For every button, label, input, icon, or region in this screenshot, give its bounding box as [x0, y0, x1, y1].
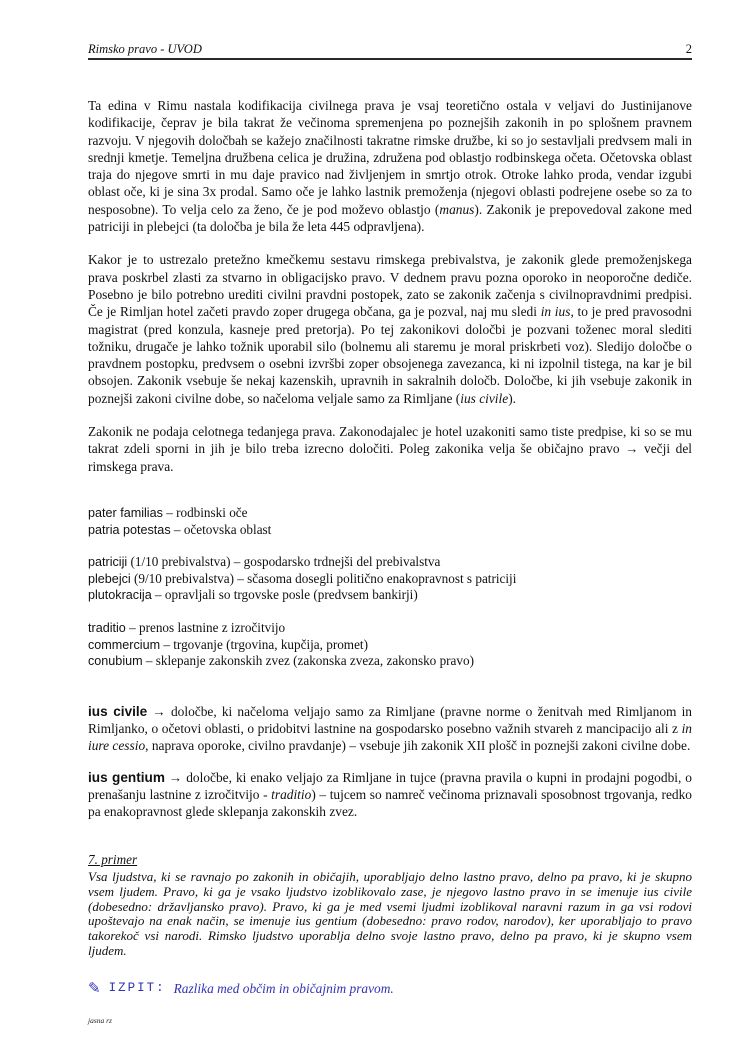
definition-item	[88, 554, 692, 571]
paragraph-text: , naprava oporoke, civilno pravdanje) – vsebuje jih zakonik XII plošč in poznejši zakoni civilne dobe.	[145, 738, 691, 754]
definition-list-family	[88, 505, 692, 538]
example-section	[88, 851, 692, 959]
definition-item	[88, 653, 692, 670]
page-number: 2	[685, 42, 692, 56]
exam-label: IZPIT:	[108, 981, 166, 996]
definition-text: (1/10 prebivalstva) – gospodarsko trdnejši del prebivalstva	[127, 554, 441, 570]
definition-text: (9/10 prebivalstva) – sčasoma dosegli politično enakopravnost s patriciji	[130, 570, 517, 586]
paragraph-procedure	[88, 251, 692, 407]
definition-term: pater familias	[88, 505, 163, 520]
definition-term: commercium	[88, 637, 161, 652]
definition-item	[88, 587, 692, 604]
page-footer	[88, 1016, 112, 1025]
latin-term-in-ius: in ius	[540, 304, 571, 320]
pencil-icon: ✎	[88, 979, 101, 998]
definition-text: – trgovanje (trgovina, kupčija, promet)	[160, 636, 368, 652]
paragraph-ius-civile	[88, 703, 692, 755]
definition-item	[88, 620, 692, 637]
definition-text: – očetovska oblast	[170, 521, 272, 537]
page-header	[88, 42, 692, 60]
definition-term: patriciji	[88, 555, 128, 570]
exam-note	[88, 980, 692, 997]
definition-text: – opravljali so trgovske posle (predvsem bankirji)	[151, 587, 418, 603]
definition-text: – prenos lastnine z izročitvijo	[125, 619, 286, 635]
latin-term-manus: manus	[439, 201, 475, 217]
definition-item	[88, 505, 692, 522]
definition-term: plebejci	[88, 571, 131, 586]
definition-term: plutokracija	[88, 588, 152, 603]
definition-item	[88, 571, 692, 588]
paragraph-text: Kakor je to ustrezalo pretežno kmečkemu sestavu rimskega prebivalstva, je zakonik glede premoženjskega prava poskrbel zlasti za stvarno in obligacijsko pravo. V dednem pravu pozna oporoko in neoporočne dediče. Posebno je bilo potrebno urediti civilni pravdni postopek, zato se zakonik začenja s civilnopravdnimi predpisi. Če je Rimljan hotel začeti pravdo zoper drugega občana, ga je pozval, naj mu sledi	[88, 252, 692, 320]
header-title: Rimsko pravo - UVOD	[88, 42, 202, 56]
document-content	[88, 97, 692, 998]
definition-item	[88, 522, 692, 539]
definition-text: – rodbinski oče	[162, 504, 248, 520]
definition-item	[88, 637, 692, 654]
latin-term-ius-civile: ius civile	[460, 390, 509, 406]
definition-term: patria potestas	[88, 522, 171, 537]
ius-gentium-term: ius gentium	[88, 769, 165, 785]
exam-note-text: Razlika med občim in običajnim pravom.	[173, 981, 394, 997]
definition-term: traditio	[88, 620, 126, 635]
example-heading: 7. primer	[88, 852, 138, 868]
example-text: Vsa ljudstva, ki se ravnajo po zakonih in običajih, uporabljajo delno lastno pravo, delno pa pravo, ki je skupno vsem ljudem. Pravo, ki ga je vsako ljudstvo izoblikovalo zase, je njegovo lastno pravo in se imenuje ius civile (dobesedno: državljansko pravo). Pravo, ki ga je med vsemi ljudmi izoblikoval naravni razum in ga vsi rodovi upoštevajo na enak način, se imenuje ius gentium (dobesedno: pravo rodov, narodov), ker uporabljajo to pravo takorekoč vsi narodi. Rimsko ljudstvo uporablja delno svoje lastno pravo, delno pa pravo, ki je skupno vsem ljudem.	[88, 868, 692, 959]
paragraph-codification	[88, 97, 692, 235]
paragraph-scope	[88, 423, 692, 475]
paragraph-text: ). Zakonik je prepovedoval zakone med patriciji in plebejci (ta določba je bila že leta 445 odpravljena).	[88, 201, 692, 235]
paragraph-text: ) – tujcem so namreč večinoma priznavali sposobnost trgovanja, redko pa enakopravnost glede sklepanja zakonskih zvez.	[88, 786, 692, 820]
paragraph-text: ).	[508, 390, 516, 406]
latin-term-traditio: traditio	[271, 786, 312, 802]
footer-credit: jasna rz	[88, 1016, 112, 1025]
definition-text: – sklepanje zakonskih zvez (zakonska zveza, zakonsko pravo)	[142, 653, 474, 669]
paragraph-text: , to je pred pravosodni magistrat (pred konzula, kasneje pred pretorja). Po tej zakonikovi določbi je pozvani toženec moral slediti tožniku, drugače je lahko tožnik uporabil silo (bolnemu ali staremu je moral priskrbeti voz). Sledijo določbe o pravdnem postopku, predvsem o osebni izvršbi zoper obsojenega zavezanca, ki ni izpolnil tistega, na kar je bil obsojen. Zakonik vsebuje še nekaj kazenskih, upravnih in sakralnih določb. Določbe, ki jih vsebuje zakonik in poznejši zakoni civilne dobe, so načeloma veljale samo za Rimljane (	[88, 304, 692, 406]
paragraph-text: → določbe, ki načeloma veljajo samo za Rimljane (pravne norme o ženitvah med Rimljanom in Rimljanko, o očetovi oblasti, o pridobitvi lastnine na gospodarsko posebno važnih stvareh z mancipacijo ali z	[88, 703, 692, 736]
definition-list-classes	[88, 554, 692, 604]
paragraph-text: → določbe, ki enako veljajo za Rimljane in tujce (pravna pravila o kupni in prodajni pogodbi, o prenašanju lastnine z izročitvijo -	[88, 769, 692, 802]
paragraph-text: Ta edina v Rimu nastala kodifikacija civilnega prava je vsaj teoretično ostala v veljavi do Justinijanove kodifikacije, čeprav je bila takrat že večinoma spremenjena po poznejših zakonih in po splošnem pravnem razvoju. V njegovih določbah se kažejo značilnosti takratne rimske družbe, ki so jo sestavljali predvsem mali in srednji kmetje. Temeljna družbena celica je družina, združena pod oblastjo rodbinskega očeta. Očetovska oblast traja do njegove smrti in mu daje pravico nad življenjem in smrtjo otrok. Otroke lahko proda, vendar izgubi oblast oče, ki je sina 3x prodal. Samo oče je lahko lastnik premoženja (njegovi oblasti podrejene osebe so za to nesposobne). To velja celo za ženo, če je pod moževo oblastjo (	[88, 98, 692, 217]
paragraph-ius-gentium	[88, 769, 692, 821]
paragraph-text: Zakonik ne podaja celotnega tedanjega prava. Zakonodajalec je hotel uzakoniti samo tiste predpise, ki so se mu takrat zdeli sporni in jih je bilo treba izrecno določiti. Poleg zakonika velja še običajno pravo → večji del rimskega prava.	[88, 424, 692, 474]
latin-term-in-iure-cessio: in iure cessio	[88, 720, 692, 754]
definition-term: conubium	[88, 654, 143, 669]
definition-list-rights	[88, 620, 692, 670]
ius-civile-term: ius civile	[88, 703, 148, 719]
